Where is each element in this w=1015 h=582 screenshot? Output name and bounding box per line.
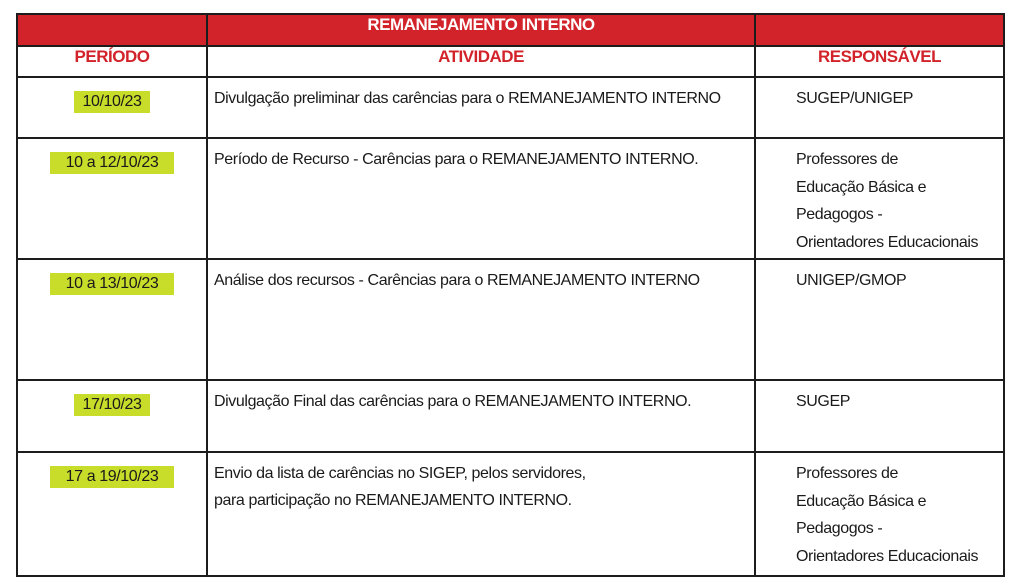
activity-cell [207,77,755,138]
responsible-text: UNIGEP/GMOP [796,272,907,289]
period-cell [17,452,207,576]
responsible-cell [755,77,1004,138]
activity-cell [207,452,755,576]
activity-cell [207,138,755,259]
table-row [17,77,1004,138]
activity-text: Divulgação Final das carências para o REMANEJAMENTO INTERNO. [214,393,692,410]
title-row [17,14,1004,46]
responsible-text: Pedagogos - [796,520,883,537]
column-header-activity: ATIVIDADE [207,46,755,77]
responsible-cell [755,380,1004,452]
table-row [17,380,1004,452]
responsible-text: Educação Básica e [796,492,927,510]
activity-cell [207,380,755,452]
table-row [17,452,1004,576]
period-date: 10 a 12/10/23 [50,152,175,174]
title-empty-cell [755,14,1004,46]
period-date: 10/10/23 [74,91,149,113]
responsible-text: Educação Básica e [796,178,927,196]
activity-cell [207,259,755,380]
responsible-text: SUGEP [796,393,851,410]
responsible-text: Orientadores Educacionais [796,233,979,251]
header-row [17,46,1004,77]
title-empty-cell [17,14,207,46]
period-date: 17/10/23 [74,394,149,416]
table-title: REMANEJAMENTO INTERNO [207,14,755,46]
schedule-table [16,13,1005,577]
column-header-responsible: RESPONSÁVEL [755,46,1004,77]
activity-text: para participação no REMANEJAMENTO INTERNO. [214,492,572,509]
period-cell [17,259,207,380]
responsible-text: Professores de [796,151,899,168]
table-row [17,259,1004,380]
activity-text: Período de Recurso - Carências para o REMANEJAMENTO INTERNO. [214,151,699,168]
period-cell [17,138,207,259]
responsible-cell [755,259,1004,380]
period-date: 10 a 13/10/23 [50,273,175,295]
responsible-text: Orientadores Educacionais [796,547,979,565]
activity-text: Análise dos recursos - Carências para o REMANEJAMENTO INTERNO [214,272,700,289]
activity-text: Envio da lista de carências no SIGEP, pelos servidores, [214,465,586,482]
column-header-period: PERÍODO [17,46,207,77]
responsible-text: SUGEP/UNIGEP [796,90,914,107]
period-date: 17 a 19/10/23 [50,466,175,488]
period-cell [17,380,207,452]
responsible-text: Professores de [796,465,899,482]
responsible-text: Pedagogos - [796,206,883,223]
responsible-cell [755,138,1004,259]
activity-text: Divulgação preliminar das carências para o REMANEJAMENTO INTERNO [214,90,721,107]
table-row [17,138,1004,259]
period-cell [17,77,207,138]
responsible-cell [755,452,1004,576]
